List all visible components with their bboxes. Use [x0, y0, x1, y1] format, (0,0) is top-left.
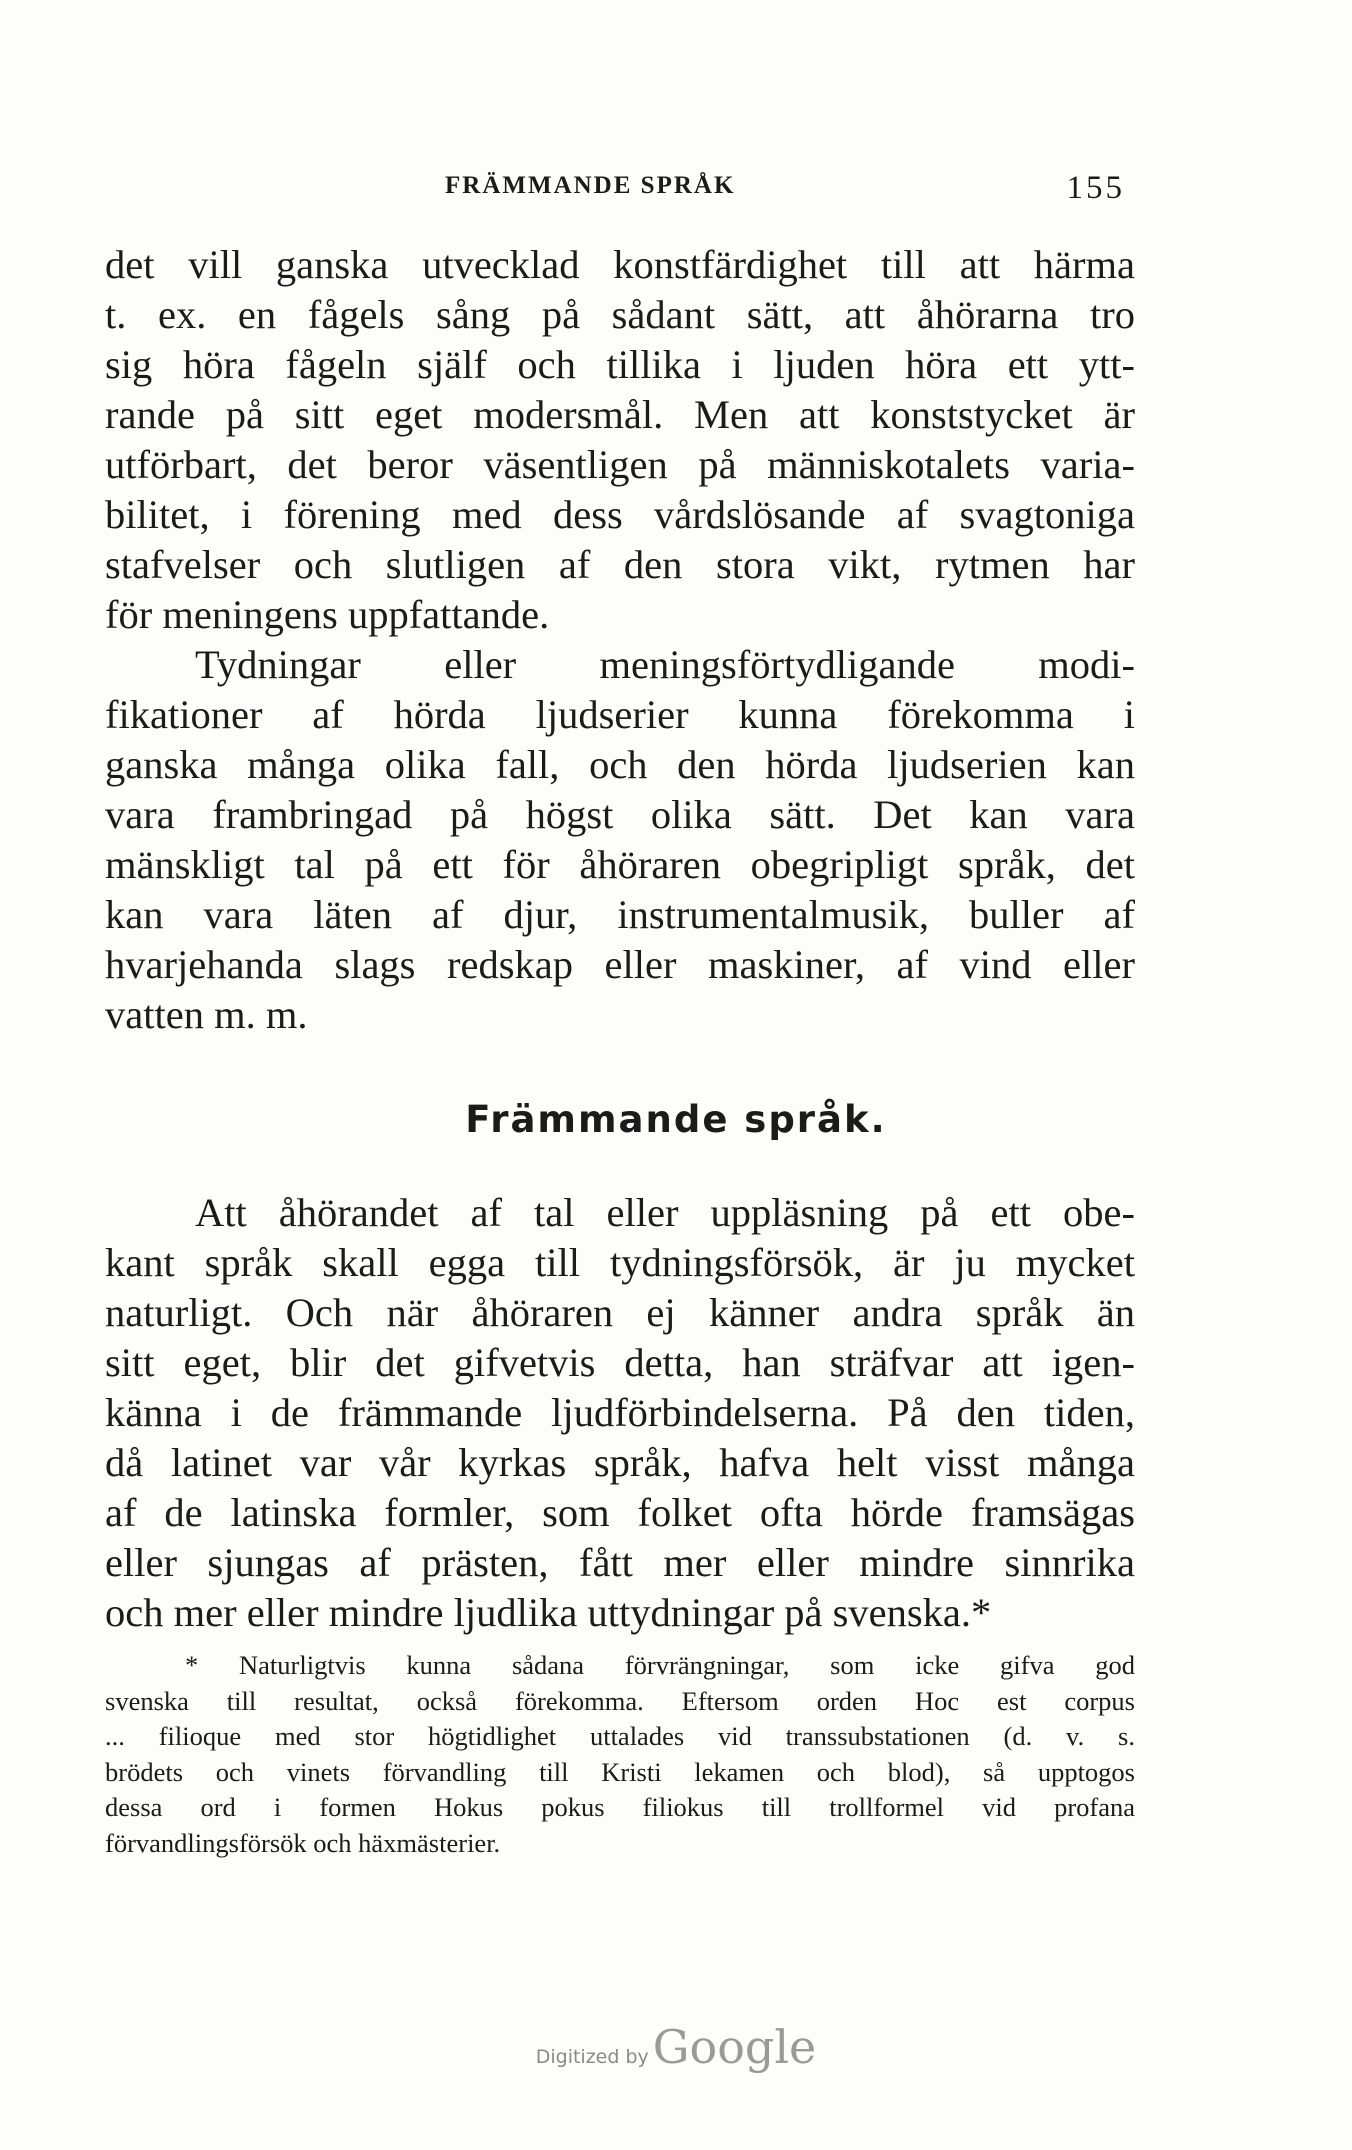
footnote-line: dessa ord i formen Hokus pokus filiokus till trollformel vid profana: [105, 1792, 1135, 1822]
footnote-line: * Naturligtvis kunna sådana förvrängningar, som icke gifva god: [185, 1650, 1135, 1680]
text-line: mänskligt tal på ett för åhöraren obegripligt språk, det: [105, 842, 1135, 887]
body-text-top: [105, 240, 1135, 1040]
google-logo: Google: [652, 2020, 817, 2074]
footnote-line: brödets och vinets förvandling till Kristi lekamen och blod), så upptogos: [105, 1756, 1135, 1787]
text-line: hvarjehanda slags redskap eller maskiner, af vind eller: [105, 942, 1135, 987]
footnote-line: ... filioque med stor högtidlighet uttalades vid transsubstationen (d. v. s.: [105, 1721, 1135, 1751]
text-line: naturligt. Och när åhöraren ej känner andra språk än: [105, 1290, 1135, 1335]
text-line: det vill ganska utvecklad konstfärdighet till att härma: [105, 242, 1135, 287]
attribution-prefix: Digitized by: [535, 2046, 649, 2068]
text-line: bilitet, i förening med dess vårdslösande af svagtoniga: [105, 492, 1135, 537]
text-line: kant språk skall egga till tydningsförsök, är ju mycket: [105, 1240, 1135, 1285]
text-line: ganska många olika fall, och den hörda ljudserien kan: [105, 742, 1135, 787]
text-line: Att åhörandet af tal eller uppläsning på ett obe-: [195, 1190, 1135, 1235]
text-line: Tydningar eller meningsförtydligande modi-: [195, 642, 1135, 687]
body-text-section: [105, 1188, 1135, 1638]
footnote: [105, 1648, 1135, 1861]
text-line: vara frambringad på högst olika sätt. Det kan vara: [105, 792, 1135, 837]
text-line: stafvelser och slutligen af den stora vikt, rytmen har: [105, 542, 1135, 587]
digitization-attribution: [0, 2020, 1352, 2074]
text-line: rande på sitt eget modersmål. Men att konststycket är: [105, 392, 1135, 437]
text-line: kan vara läten af djur, instrumentalmusik, buller af: [105, 892, 1135, 937]
text-line: af de latinska formler, som folket ofta hörde framsägas: [105, 1490, 1135, 1535]
text-line: då latinet var vår kyrkas språk, hafva helt visst många: [105, 1440, 1135, 1485]
running-title: FRÄMMANDE SPRÅK: [445, 172, 736, 199]
footnote-line: förvandlingsförsök och häxmästerier.: [105, 1827, 501, 1858]
text-line: t. ex. en fågels sång på sådant sätt, att åhörarna tro: [105, 292, 1135, 337]
text-line: sig höra fågeln själf och tillika i ljuden höra ett ytt-: [105, 342, 1135, 387]
text-line: utförbart, det beror väsentligen på människotalets varia-: [105, 442, 1135, 487]
text-line: för meningens uppfattande.: [105, 592, 550, 637]
text-line: känna i de främmande ljudförbindelserna. På den tiden,: [105, 1390, 1135, 1435]
text-line: vatten m. m.: [105, 992, 308, 1037]
text-line: och mer eller mindre ljudlika uttydningar på svenska.*: [105, 1590, 992, 1635]
text-line: eller sjungas af prästen, fått mer eller mindre sinnrika: [105, 1540, 1135, 1585]
footnote-line: svenska till resultat, också förekomma. Eftersom orden Hoc est corpus: [105, 1685, 1135, 1716]
text-line: sitt eget, blir det gifvetvis detta, han sträfvar att igen-: [105, 1340, 1135, 1385]
running-head: [105, 172, 1135, 212]
section-heading: Främmande språk.: [465, 1098, 887, 1141]
page-number: 155: [1066, 170, 1125, 206]
text-line: fikationer af hörda ljudserier kunna förekomma i: [105, 692, 1135, 737]
